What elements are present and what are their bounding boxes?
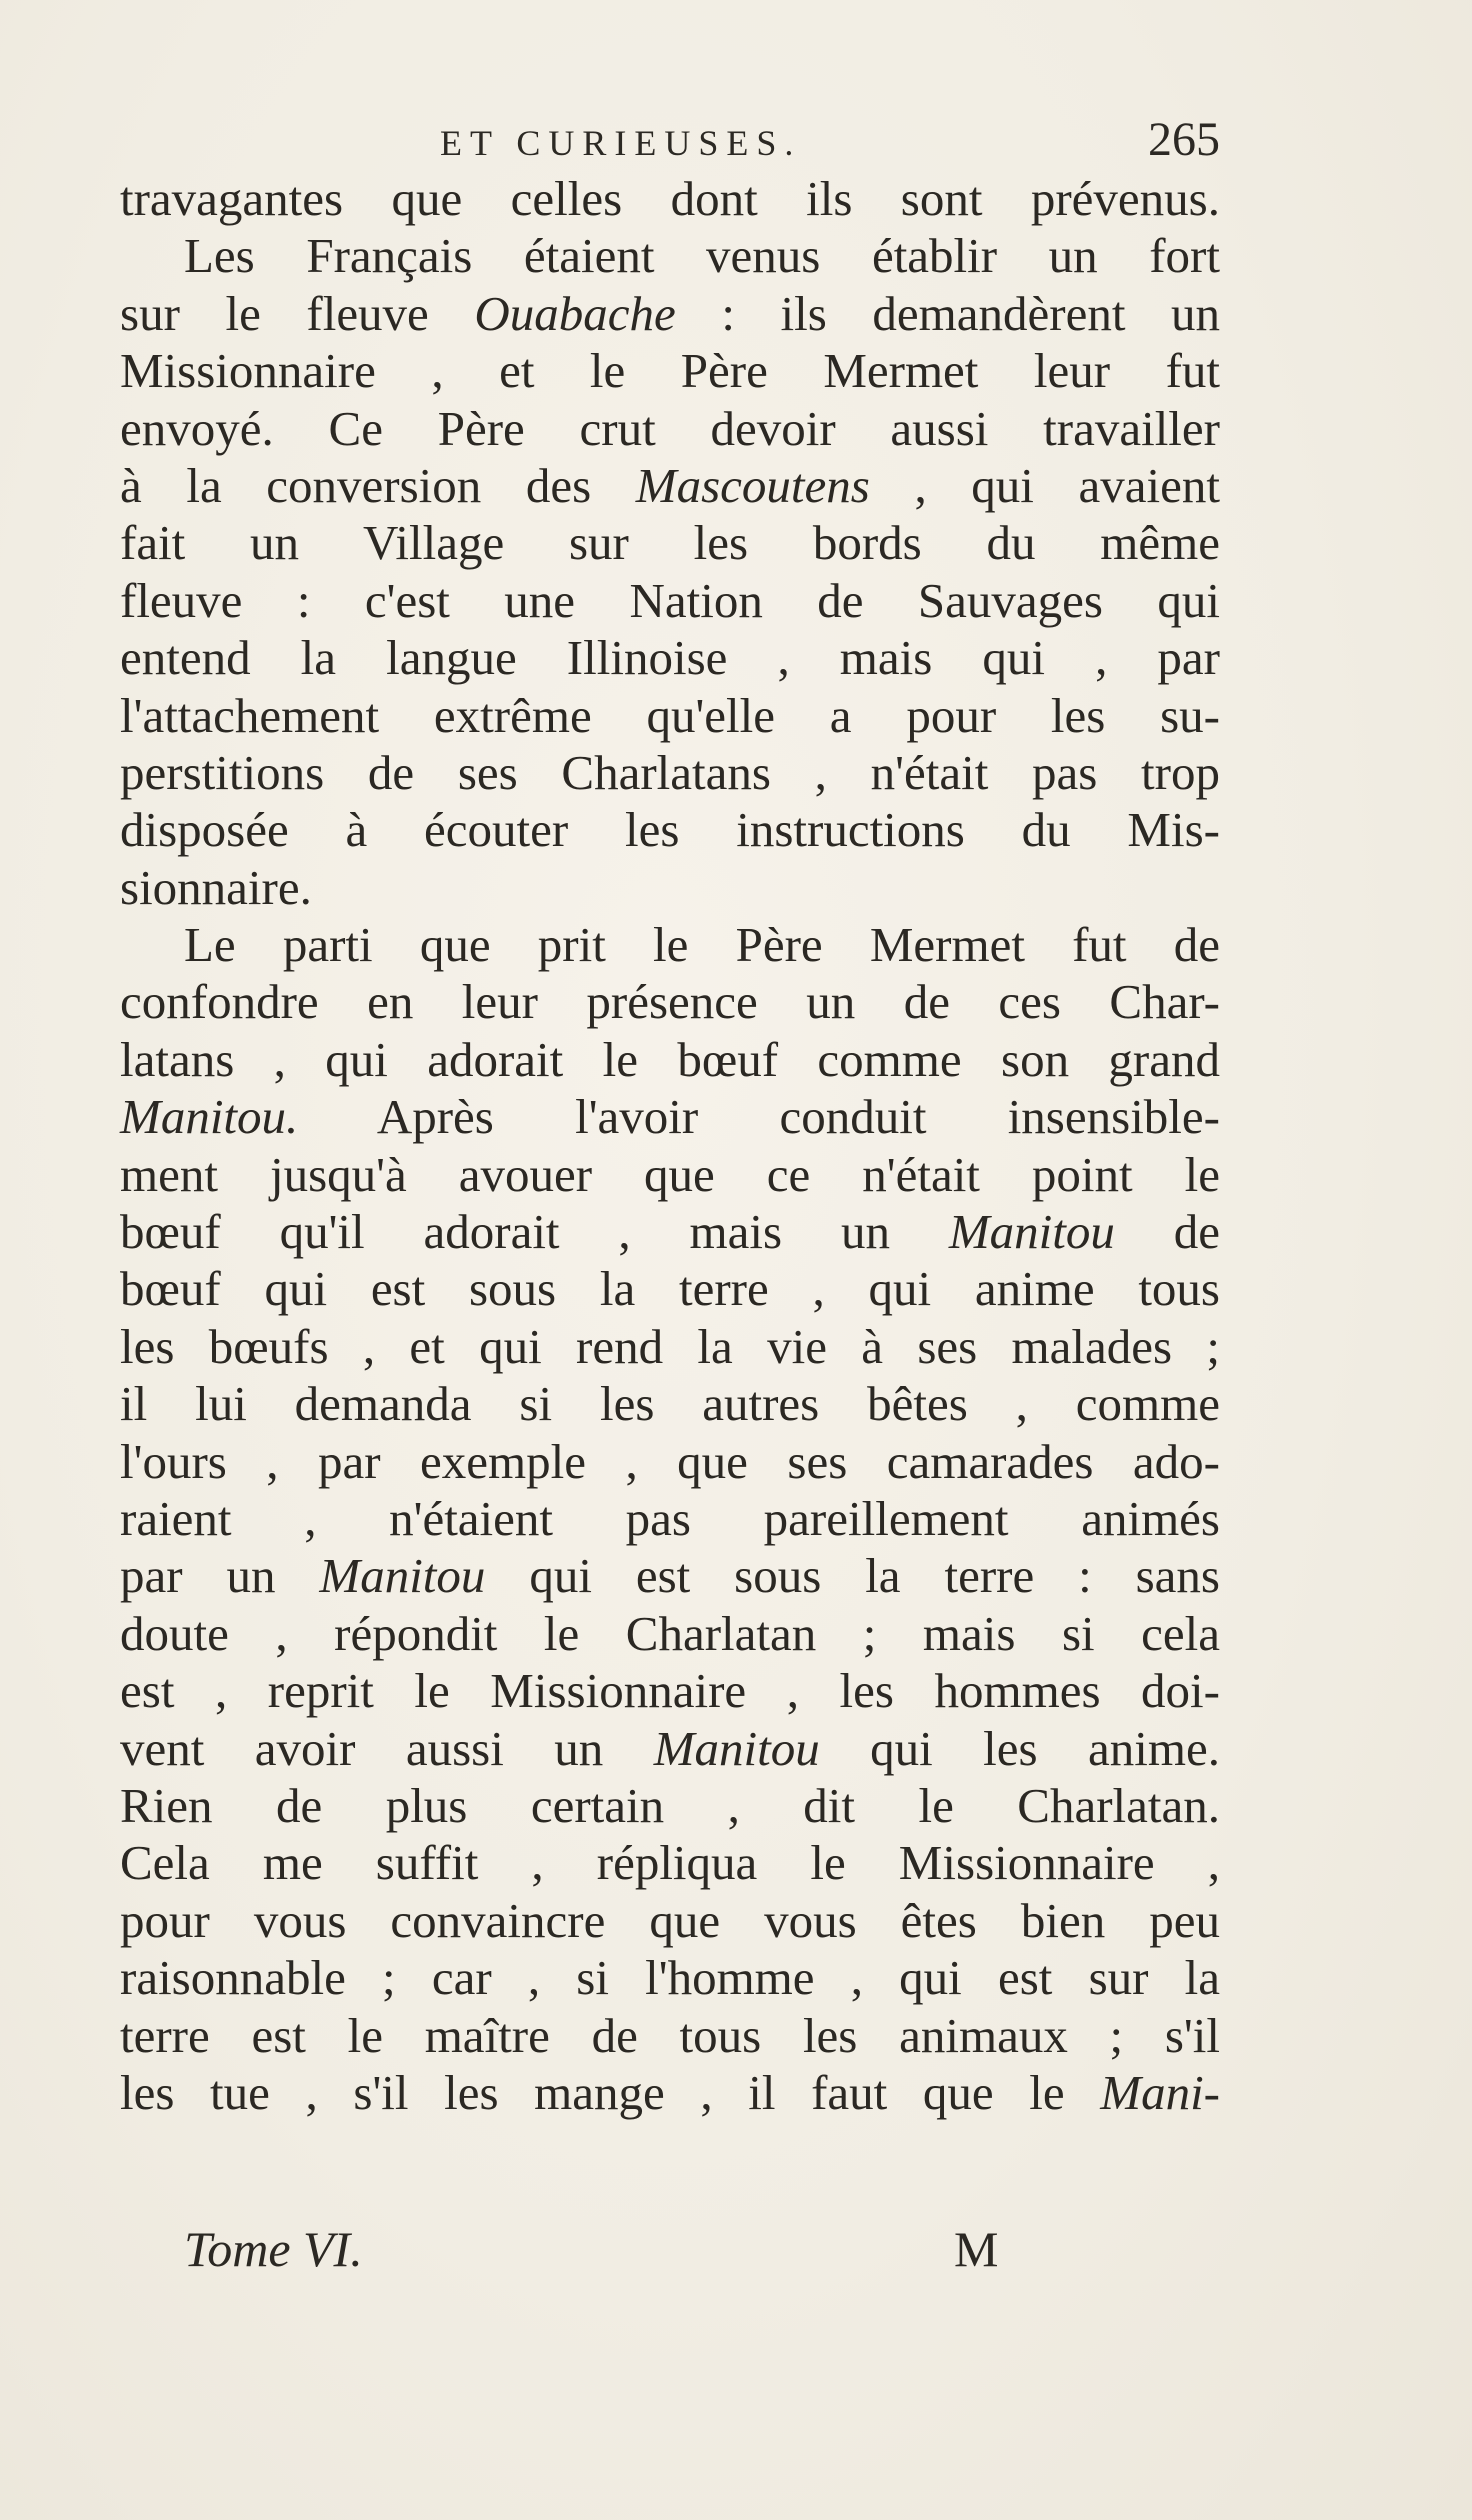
text-line: les tue , s'il les mange , il faut que le Mani- <box>120 2064 1220 2120</box>
page-number: 265 <box>1148 113 1220 166</box>
text-line: terre est le maître de tous les animaux ; s'il <box>120 2007 1220 2063</box>
text-line: raisonnable ; car , si l'homme , qui est sur la <box>120 1950 1220 2006</box>
text-line: Rien de plus certain , dit le Charlatan. <box>120 1777 1220 1833</box>
text-line: l'attachement extrême qu'elle a pour les su- <box>120 687 1220 743</box>
body-text <box>120 170 1220 2121</box>
text-line: sionnaire. <box>120 859 312 915</box>
text-line: l'ours , par exemple , que ses camarades ado- <box>120 1433 1220 1489</box>
text-line: Les Français étaient venus établir un fort <box>184 228 1220 284</box>
text-line: travagantes que celles dont ils sont prévenus. <box>120 171 1220 226</box>
text-line: raient , n'étaient pas pareillement animés <box>120 1490 1220 1546</box>
italic-term: Mani- <box>1100 2064 1220 2120</box>
italic-term: Manitou <box>319 1548 486 1604</box>
text-line: bœuf qu'il adorait , mais un Manitou de <box>120 1204 1220 1260</box>
italic-term: Manitou. <box>120 1089 299 1145</box>
text-line: ment jusqu'à avouer que ce n'était point le <box>120 1146 1220 1202</box>
text-line: perstitions de ses Charlatans , n'était pas trop <box>120 744 1220 800</box>
text-line: entend la langue Illinoise , mais qui , par <box>120 630 1220 686</box>
signature-mark: M <box>954 2221 999 2277</box>
text-line: Cela me suffit , répliqua le Missionnaire , <box>120 1835 1220 1891</box>
text-line: Le parti que prit le Père Mermet fut de <box>184 917 1220 973</box>
text-line: envoyé. Ce Père crut devoir aussi travailler <box>120 400 1220 456</box>
text-line: fait un Village sur les bords du même <box>120 515 1220 571</box>
text-line: par un Manitou qui est sous la terre : sans <box>120 1548 1220 1604</box>
text-line: bœuf qui est sous la terre , qui anime tous <box>120 1261 1220 1317</box>
text-line: à la conversion des Mascoutens , qui avaient <box>120 457 1220 513</box>
text-line: doute , répondit le Charlatan ; mais si cela <box>120 1605 1220 1661</box>
italic-term: Manitou <box>948 1204 1115 1260</box>
text-line: confondre en leur présence un de ces Char- <box>120 974 1220 1030</box>
italic-term: Manitou <box>653 1720 820 1776</box>
text-line: Manitou. Après l'avoir conduit insensible- <box>120 1089 1220 1145</box>
text-line: Missionnaire , et le Père Mermet leur fut <box>120 343 1220 399</box>
text-line: disposée à écouter les instructions du Mis- <box>120 802 1220 858</box>
text-line: pour vous convaincre que vous êtes bien peu <box>120 1892 1220 1948</box>
text-line: les bœufs , et qui rend la vie à ses malades ; <box>120 1318 1220 1374</box>
text-line: fleuve : c'est une Nation de Sauvages qui <box>120 572 1220 628</box>
text-line: vent avoir aussi un Manitou qui les anime. <box>120 1720 1220 1776</box>
text-line: sur le fleuve Ouabache : ils demandèrent un <box>120 285 1220 341</box>
text-line: est , reprit le Missionnaire , les hommes doi- <box>120 1663 1220 1719</box>
page-footer <box>184 2220 1024 2290</box>
italic-term: Ouabache <box>474 285 676 341</box>
volume-label: Tome VI. <box>184 2221 363 2277</box>
text-line: latans , qui adorait le bœuf comme son grand <box>120 1031 1220 1087</box>
page-header <box>170 112 1220 172</box>
text-line: il lui demanda si les autres bêtes , comme <box>120 1376 1220 1432</box>
running-title: ET CURIEUSES. <box>440 123 802 163</box>
italic-term: Mascoutens <box>635 457 870 513</box>
